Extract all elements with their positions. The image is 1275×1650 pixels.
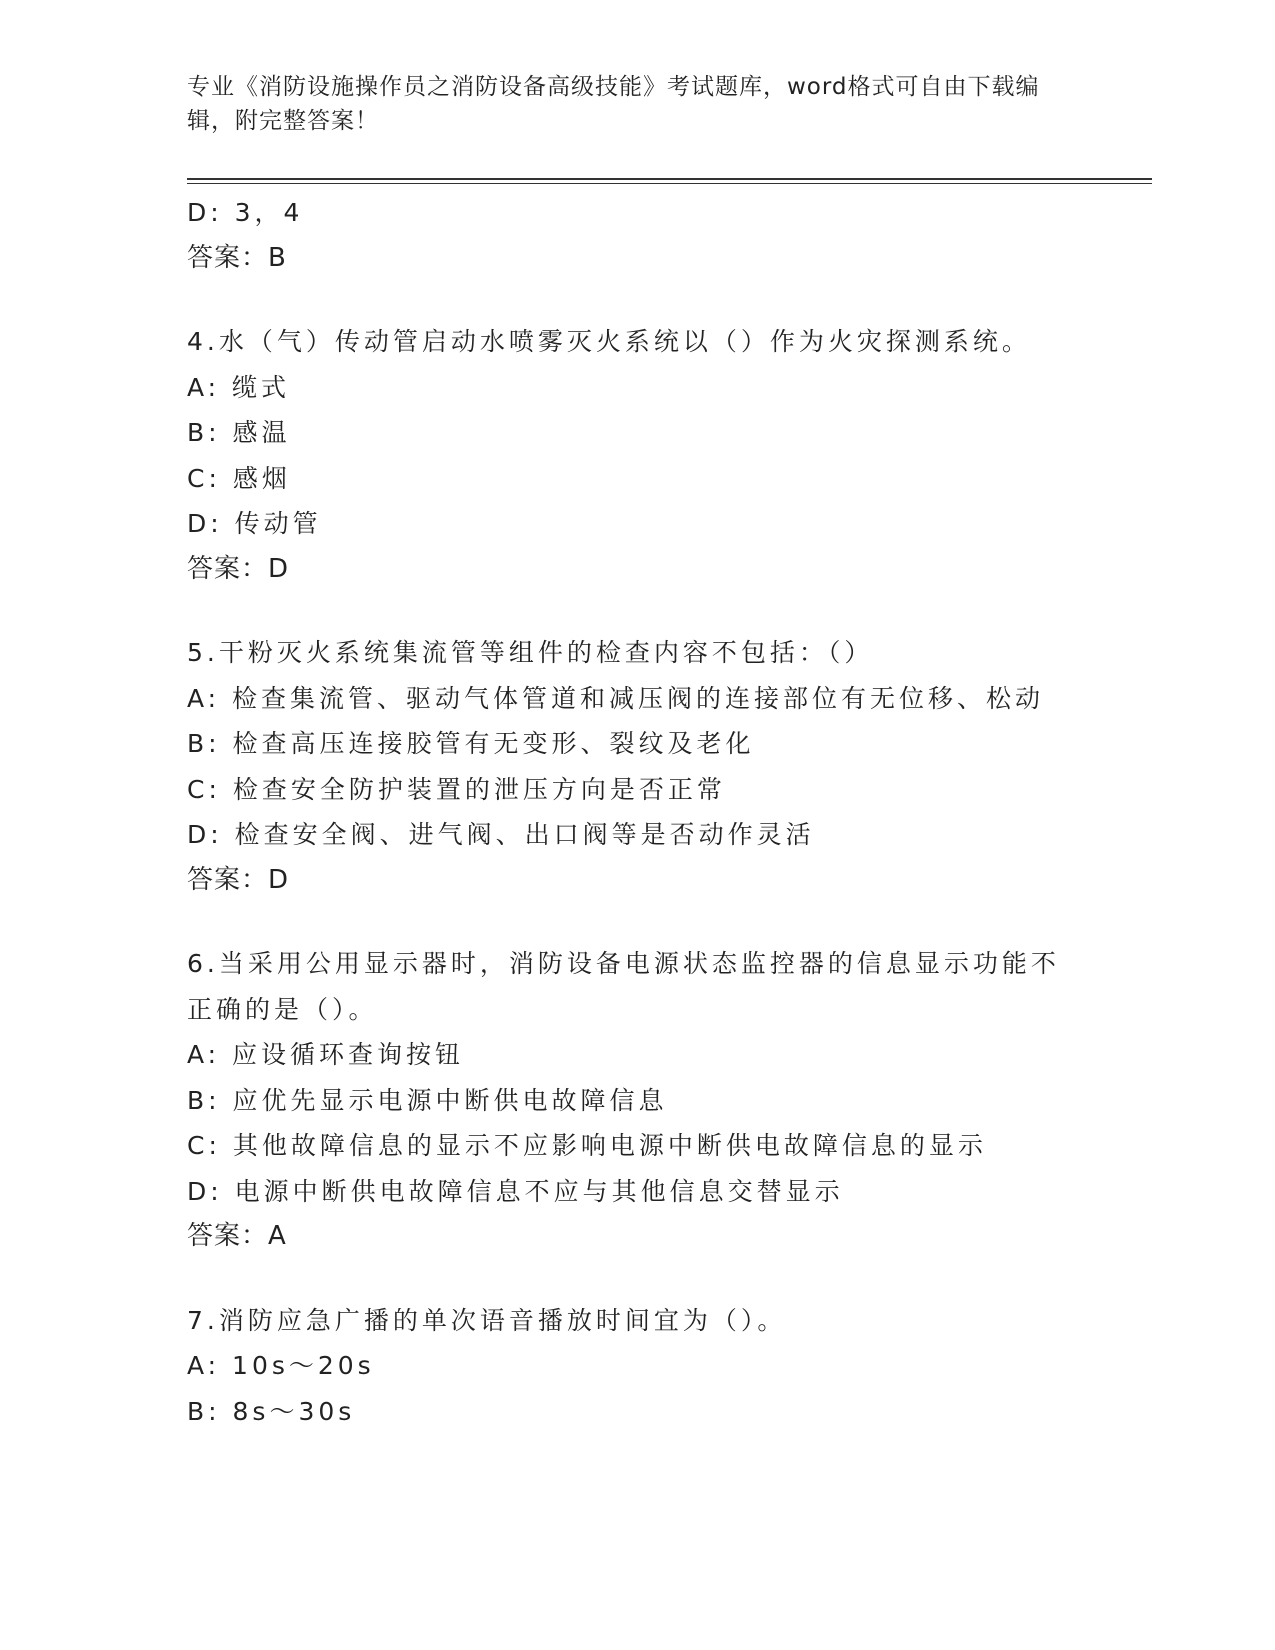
header-title: 专业《消防设施操作员之消防设备高级技能》考试题库，word格式可自由下载编辑，附完整答案！ — [187, 74, 1040, 134]
question-4-option-a: A: 缆式 — [187, 372, 291, 402]
question-4-text: 4.水（气）传动管启动水喷雾灭火系统以（）作为火灾探测系统。 — [187, 327, 1031, 356]
header-divider-thin — [187, 183, 1152, 184]
question-6-option-c: C: 其他故障信息的显示不应影响电源中断供电故障信息的显示 — [187, 1131, 987, 1160]
header-divider-thick — [187, 178, 1152, 180]
question-5-option-d: D: 检查安全阀、进气阀、出口阀等是否动作灵活 — [187, 820, 815, 849]
question-4-option-b: B: 感温 — [187, 418, 291, 447]
question-6-option-b: B: 应优先显示电源中断供电故障信息 — [187, 1085, 668, 1115]
question-list — [187, 190, 1147, 1434]
question-4-option-c: C: 感烟 — [187, 463, 291, 493]
question-4-answer: 答案：D — [187, 553, 290, 584]
question-5-text: 5.干粉灭火系统集流管等组件的检查内容不包括：（） — [187, 638, 874, 667]
question-7-text: 7.消防应急广播的单次语音播放时间宜为（）。 — [187, 1305, 787, 1335]
question-6-option-d: D: 电源中断供电故障信息不应与其他信息交替显示 — [187, 1176, 844, 1206]
question-6-option-a: A: 应设循环查询按钮 — [187, 1040, 465, 1069]
question-4-option-d: D: 传动管 — [187, 509, 322, 538]
question-6-answer: 答案：A — [187, 1221, 287, 1251]
option-d: D: 3，4 — [187, 198, 304, 227]
question-6-text: 6.当采用公用显示器时，消防设备电源状态监控器的信息显示功能不正确的是（）。 — [187, 949, 1060, 1024]
document-header — [187, 70, 1087, 138]
answer-line: 答案：B — [187, 242, 287, 273]
question-5-option-c: C: 检查安全防护装置的泄压方向是否正常 — [187, 774, 726, 804]
question-5-option-a: A: 检查集流管、驱动气体管道和减压阀的连接部位有无位移、松动 — [187, 683, 1045, 713]
question-5-answer: 答案：D — [187, 864, 290, 895]
question-7-option-b: B: 8s～30s — [187, 1396, 356, 1426]
question-5-option-b: B: 检查高压连接胶管有无变形、裂纹及老化 — [187, 729, 755, 758]
question-7-option-a: A: 10s～20s — [187, 1351, 375, 1380]
